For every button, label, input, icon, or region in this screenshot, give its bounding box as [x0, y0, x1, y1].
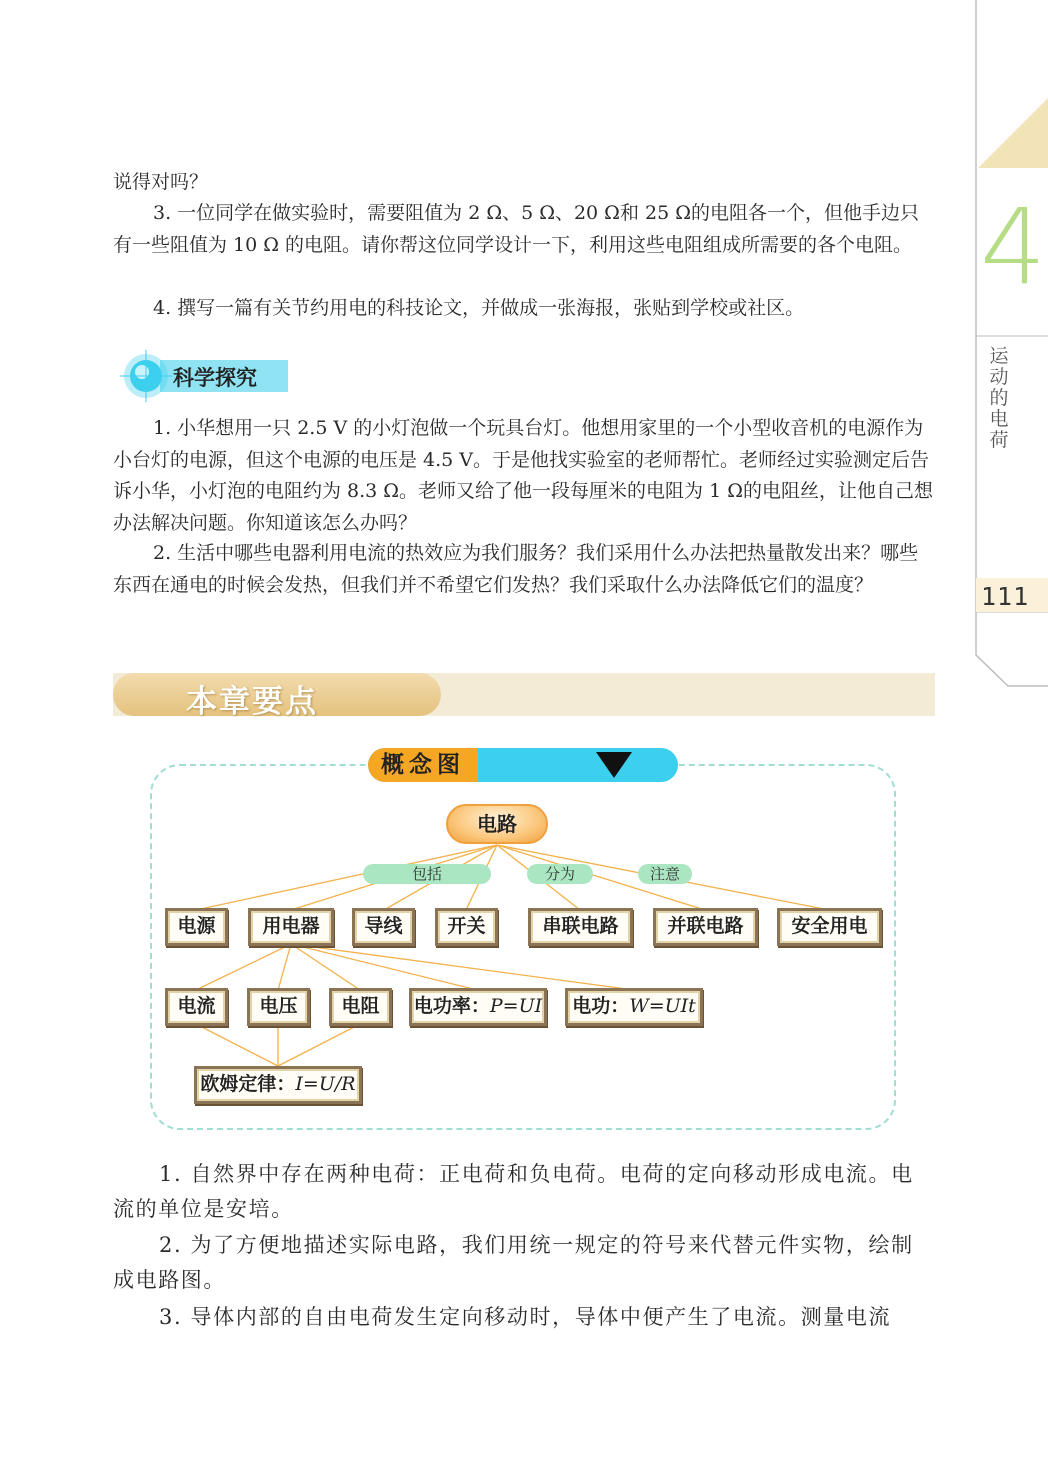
node-electrical-safety: 安全用电	[777, 908, 882, 946]
node-formula: P=UI	[489, 995, 543, 1017]
paragraph-text: 2. 为了方便地描述实际电路，我们用统一规定的符号来代替元件实物，绘制成电路图。	[113, 1233, 914, 1292]
paragraph-text: 说得对吗？	[113, 171, 209, 193]
paragraph-text: 4. 撰写一篇有关节约用电的科技论文，并做成一张海报，张贴到学校或社区。	[153, 297, 805, 319]
chapter-title: 运动的电荷	[989, 345, 1009, 451]
chapter-number: 4	[980, 186, 1047, 308]
paragraph-text: 1. 小华想用一只 2.5 V 的小灯泡做一个玩具台灯。他想用家里的一个小型收音机的电源作为小台灯的电源，但这个电源的电压是 4.5 V。于是他找实验室的老师帮忙。老师经过实验测定后告诉小华，小灯泡的电阻约为 8.3 Ω。老师又给了他一段每厘米的电阻为 1 Ω的电阻丝，让他自己想办法解决问题。你知道该怎么办吗？	[113, 417, 933, 534]
paragraph-text: 1. 自然界中存在两种电荷：正电荷和负电荷。电荷的定向移动形成电流。电流的单位是安培。	[113, 1162, 914, 1221]
node-label: 电功：	[572, 995, 630, 1017]
node-parallel-circuit: 并联电路	[653, 908, 758, 946]
paragraph	[113, 1228, 935, 1298]
node-ohms-law	[194, 1066, 362, 1104]
paragraph	[113, 1157, 935, 1227]
inquiry-title: 科学探究	[173, 366, 257, 390]
node-power-source: 电源	[165, 908, 228, 946]
paragraph-text: 3. 导体内部的自由电荷发生定向移动时，导体中便产生了电流。测量电流	[159, 1305, 892, 1329]
node-appliance: 用电器	[248, 908, 334, 946]
concept-root-circuit: 电路	[446, 804, 548, 844]
node-resistance: 电阻	[329, 988, 392, 1026]
node-formula: I=U/R	[295, 1073, 356, 1095]
node-switch: 开关	[435, 908, 498, 946]
tag-divide: 分为	[527, 864, 593, 884]
node-voltage: 电压	[247, 988, 310, 1026]
paragraph-text: 2. 生活中哪些电器利用电流的热效应为我们服务？我们采用什么办法把热量散发出来？哪些东西在通电的时候会发热，但我们并不希望它们发热？我们采取什么办法降低它们的温度？	[113, 542, 919, 596]
tag-include: 包括	[363, 864, 491, 884]
node-label: 电功率：	[413, 995, 490, 1017]
page-number: 111	[981, 582, 1030, 611]
paragraph-text: 3. 一位同学在做实验时，需要阻值为 2 Ω、5 Ω、20 Ω和 25 Ω的电阻各一个，但他手边只有一些阻值为 10 Ω 的电阻。请你帮这位同学设计一下，利用这些电阻组成所需要的各个电阻。	[113, 202, 919, 256]
node-formula: W=UIt	[629, 995, 696, 1017]
node-electric-work	[565, 988, 703, 1026]
paragraph	[113, 1300, 935, 1335]
node-series-circuit: 串联电路	[528, 908, 633, 946]
node-wire: 导线	[352, 908, 415, 946]
summary-title: 本章要点	[186, 684, 318, 720]
node-label: 欧姆定律：	[200, 1073, 296, 1095]
concept-map-title: 概念图	[381, 752, 465, 778]
node-current: 电流	[165, 988, 228, 1026]
tag-attention: 注意	[638, 864, 692, 884]
node-electric-power	[409, 988, 547, 1026]
